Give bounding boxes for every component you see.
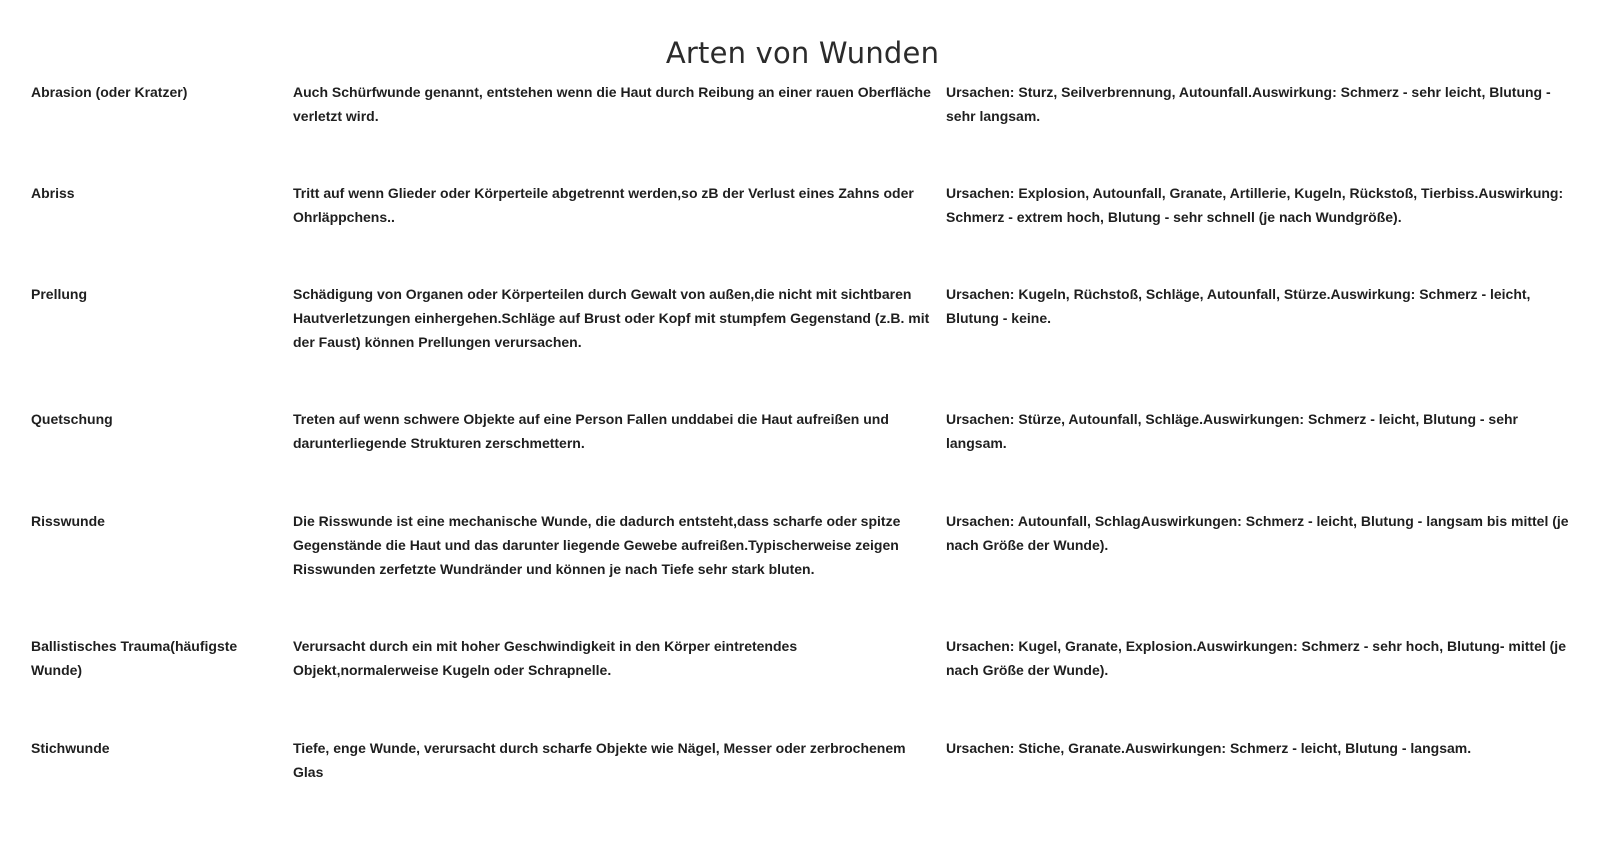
wound-name: Abrasion (oder Kratzer) (31, 84, 188, 100)
wound-name: Abriss (31, 185, 75, 201)
wound-effects: Ursachen: Stürze, Autounfall, Schläge.Auswirkungen: Schmerz - leicht, Blutung - sehr langsam. (946, 411, 1519, 451)
wound-effects: Ursachen: Autounfall, SchlagAuswirkungen: Schmerz - leicht, Blutung - langsam bis mittel (je nach Größe der Wunde). (946, 513, 1569, 553)
wound-description: Schädigung von Organen oder Körperteilen durch Gewalt von außen,die nicht mit sichtbaren Hautverletzungen einhergehen.Schläge auf Brust oder Kopf mit stumpfem Gegenstand (z.B. mit der Faust) können Prellungen verursachen. (293, 286, 930, 350)
wound-name: Risswunde (31, 513, 105, 529)
wound-effects: Ursachen: Sturz, Seilverbrennung, Autounfall.Auswirkung: Schmerz - sehr leicht, Blutung - sehr langsam. (946, 84, 1551, 124)
wound-name: Prellung (31, 286, 88, 302)
wound-effects: Ursachen: Kugel, Granate, Explosion.Auswirkungen: Schmerz - sehr hoch, Blutung- mittel (je nach Größe der Wunde). (946, 638, 1566, 678)
wound-effects: Ursachen: Explosion, Autounfall, Granate, Artillerie, Kugeln, Rückstoß, Tierbiss.Auswirkung: Schmerz - extrem hoch, Blutung - sehr schnell (je nach Wundgröße). (946, 185, 1564, 225)
wound-description: Tiefe, enge Wunde, verursacht durch scharfe Objekte wie Nägel, Messer oder zerbrochenem Glas (293, 740, 906, 780)
wound-name: Stichwunde (31, 740, 110, 756)
wound-name: Ballistisches Trauma(häufigste Wunde) (31, 638, 238, 678)
wound-description: Treten auf wenn schwere Objekte auf eine Person Fallen unddabei die Haut aufreißen und darunterliegende Strukturen zerschmettern. (293, 411, 889, 451)
wound-description: Die Risswunde ist eine mechanische Wunde, die dadurch entsteht,dass scharfe oder spitze Gegenstände die Haut und das darunter liegende Gewebe aufreißen.Typischerweise zeigen Risswunden zerfetzte Wundränder und können je nach Tiefe sehr stark bluten. (293, 513, 901, 577)
wound-effects: Ursachen: Stiche, Granate.Auswirkungen: Schmerz - leicht, Blutung - langsam. (946, 740, 1472, 756)
wound-name: Quetschung (31, 411, 113, 427)
page-title: Arten von Wunden (665, 36, 940, 71)
wound-effects: Ursachen: Kugeln, Rüchstoß, Schläge, Autounfall, Stürze.Auswirkung: Schmerz - leicht, Blutung - keine. (946, 286, 1531, 326)
wound-description: Auch Schürfwunde genannt, entstehen wenn die Haut durch Reibung an einer rauen Oberfläche verletzt wird. (293, 84, 931, 124)
wound-description: Verursacht durch ein mit hoher Geschwindigkeit in den Körper eintretendes Objekt,normalerweise Kugeln oder Schrapnelle. (293, 638, 798, 678)
wound-description: Tritt auf wenn Glieder oder Körperteile abgetrennt werden,so zB der Verlust eines Zahns oder Ohrläppchens.. (293, 185, 914, 225)
